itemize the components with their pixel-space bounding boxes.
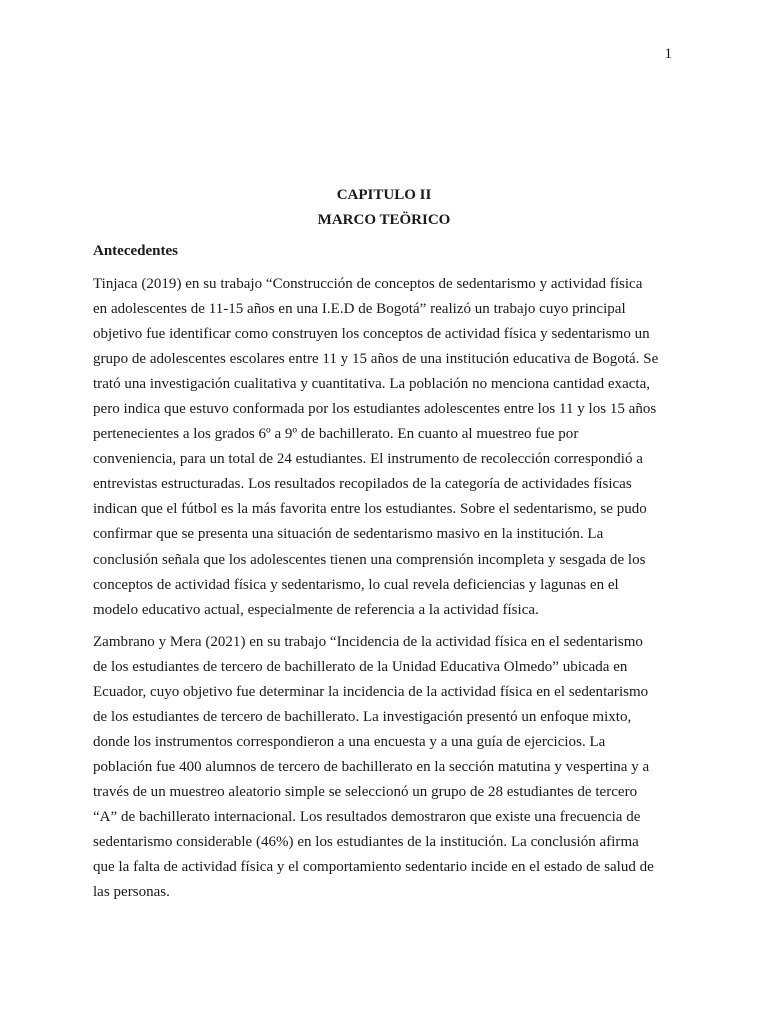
section-heading: Antecedentes <box>93 243 178 259</box>
paragraph-zambrano-mera <box>93 630 693 906</box>
chapter-heading <box>0 183 768 233</box>
paragraph-line: las personas. <box>93 884 170 901</box>
paragraph-line: de los estudiantes de tercero de bachillerato de la Unidad Educativa Olmedo” ubicada en <box>93 659 628 676</box>
paragraph-line: en adolescentes de 11-15 años en una I.E.D de Bogotá” realizó un trabajo cuyo principal <box>93 301 626 318</box>
paragraph-line: modelo educativo actual, especialmente de referencia a la actividad física. <box>93 601 539 618</box>
paragraph-line: conclusión señala que los adolescentes tienen una comprensión incompleta y sesgada de los <box>93 551 646 568</box>
paragraph-line: pero indica que estuvo conformada por los estudiantes adolescentes entre los 11 y los 15 años <box>93 401 657 418</box>
paragraph-line: de los estudiantes de tercero de bachillerato. La investigación presentó un enfoque mixto, <box>93 709 632 726</box>
paragraph-line: pertenecientes a los grados 6º a 9º de bachillerato. En cuanto al muestreo fue por <box>93 426 579 443</box>
paragraph-line: conceptos de actividad física y sedentarismo, lo cual revela deficiencias y lagunas en el <box>93 576 619 593</box>
paragraph-line: donde los instrumentos correspondieron a una encuesta y a una guía de ejercicios. La <box>93 734 606 751</box>
paragraph-line: conveniencia, para un total de 24 estudiantes. El instrumento de recolección correspondió a <box>93 451 643 468</box>
paragraph-line: que la falta de actividad física y el comportamiento sedentario incide en el estado de salud de <box>93 859 654 876</box>
paragraph-line: Tinjaca (2019) en su trabajo “Construcción de conceptos de sedentarismo y actividad física <box>93 276 643 292</box>
paragraph-line: través de un muestreo aleatorio simple se seleccionó un grupo de 28 estudiantes de tercero <box>93 784 638 801</box>
chapter-label: CAPITULO II <box>336 187 432 203</box>
paragraph-tinjaca <box>93 272 693 623</box>
page-number: 1 <box>664 46 672 62</box>
paragraph-line: trató una investigación cualitativa y cuantitativa. La población no menciona cantidad exacta, <box>93 376 651 393</box>
paragraph-line: confirmar que se presenta una situación de sedentarismo masivo en la institución. La <box>93 526 604 543</box>
chapter-title: MARCO TEÖRICO <box>317 212 451 228</box>
paragraph-line: entrevistas estructuradas. Los resultados recopilados de la categoría de actividades físicas <box>93 476 632 493</box>
paragraph-line: sedentarismo considerable (46%) en los estudiantes de la institución. La conclusión afirma <box>93 834 639 851</box>
paragraph-line: población fue 400 alumnos de tercero de bachillerato en la sección matutina y vespertina y a <box>93 759 650 776</box>
paragraph-line: “A” de bachillerato internacional. Los resultados demostraron que existe una frecuencia de <box>93 809 641 826</box>
paragraph-line: Ecuador, cuyo objetivo fue determinar la incidencia de la actividad física en el sedentarismo <box>93 684 649 701</box>
paragraph-line: indican que el fútbol es la más favorita entre los estudiantes. Sobre el sedentarismo, se pudo <box>93 501 647 518</box>
paragraph-line: Zambrano y Mera (2021) en su trabajo “Incidencia de la actividad física en el sedentarismo <box>93 634 643 650</box>
paragraph-line: grupo de adolescentes escolares entre 11 y 15 años de una institución educativa de Bogotá. Se <box>93 351 659 368</box>
paragraph-line: objetivo fue identificar como construyen los conceptos de actividad física y sedentarismo un <box>93 326 650 343</box>
